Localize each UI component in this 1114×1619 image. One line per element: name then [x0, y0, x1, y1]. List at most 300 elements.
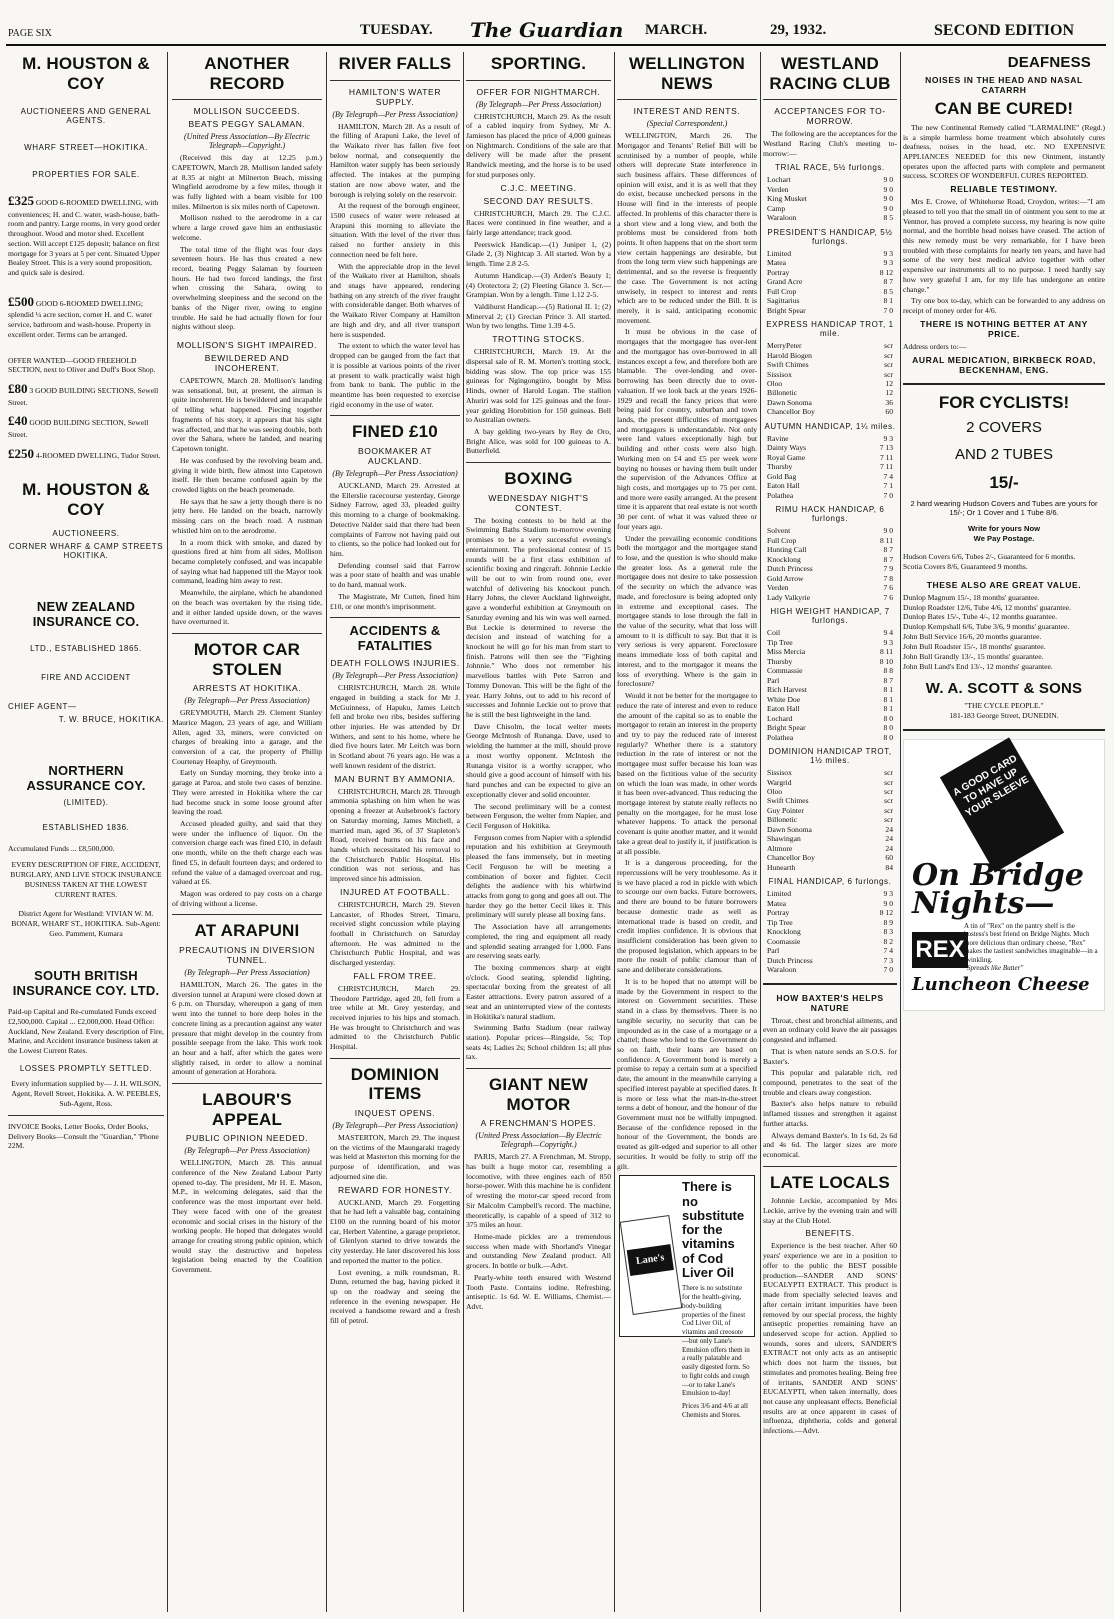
advert-body: There is no substitute for the health-giving, body-building properties of the finest Cod Liver Oil, of vitamins and creosote—but only Lane's Emulsion offers them in a really palatable and easily digested form. So to fight colds and cough—or to take Lane's Emulsion to-day!: [682, 1284, 750, 1398]
runner-row: [763, 443, 897, 452]
runner-weight: 8 12: [879, 908, 893, 918]
runner-name: Eaton Hall: [767, 704, 800, 714]
column-sporting: [466, 50, 611, 1615]
article-paragraph: CHRISTCHURCH, March 19. At the dispersal sale of R. M. Morten's trotting stock, bidding was slow. The top price was 155 guineas for Ngingongiiro, bought by Miss Hinds, owner of Harold Logan. The stallion Ahuriri was sold for 125 guineas and the four-year gelding Horobition for 150 guineas. Bell to Australian owners.: [466, 347, 611, 425]
article-paragraph: Lost evening, a milk roundsman, R. Dunn, returned the bag, having picked it up on the roadway and seeing the reference in the evening newspaper. He received a handsome reward and a fresh fill of petrol.: [330, 1267, 460, 1326]
runner-row: [763, 768, 897, 777]
cyclists-list-item: John Bull Roadster 15/-, 18 months' guarantee.: [903, 642, 1046, 652]
cyclists-postage: We Pay Postage.: [973, 534, 1035, 544]
runner-row: [763, 574, 897, 583]
runner-weight: 7 0: [883, 965, 893, 975]
runner-weight: 9 3: [883, 889, 893, 899]
insurance-heading: NORTHERN ASSURANCE COY.: [26, 763, 146, 794]
cyclists-list-item: Dunlop Magnum 15/-, 18 months' guarantee.: [903, 592, 1040, 602]
runner-weight: 60: [885, 853, 893, 863]
runner-name: Hunting Call: [767, 545, 807, 555]
runner-weight: 8 1: [883, 694, 893, 704]
subheading: PRECAUTIONS IN DIVERSION TUNNEL.: [179, 945, 315, 966]
article-paragraph: Home-made pickles are a tremendous success when made with Shorland's Vinegar and outstanding New Zealand product. All grocers. In bottle or bulk.—Advt.: [466, 1232, 611, 1271]
runner-name: Parl: [767, 946, 780, 956]
runner-row: [763, 695, 897, 704]
runner-name: Oloo: [767, 786, 783, 796]
article-paragraph: CHRISTCHURCH, March 28. Through ammonia splashing on him when he was opening a freezer at Aulsebrook's factory on Saturday morning, James Mitchell, a married man, aged 36, of 37 Stapleton's Road, received burns on his face and hands which necessitated his removal to the Christchurch Public Hospital. His condition was not serious, and has improved since his admission.: [330, 786, 460, 884]
article-paragraph: Experience is the best teacher. After 60 years' experience we are in a position to offer to the public the BEST possible production—SANDER AND SONS' EUCALYPTI EXTRACT. This product is made from specially selected leaves and after certain irritant impurities have been removed by our special process, the highly antiseptic properties remaining have an undeserved scope for action. Applied to wounds, sores and ulcers, SANDER'S EXTRACT not only acts as an antiseptic which does not harm the tissues, but stimulates and promotes healing. Being free of irritants, SANDER AND SONS' EUCALYPTI, when taken internally, does not cause any unpleasant effects. Beneficial results are at once apparent in cases of influenza, diphtheria, colds and general infections.—Advt.: [763, 1241, 897, 1436]
runner-row: [763, 370, 897, 379]
runner-name: Limited: [767, 889, 792, 899]
article-paragraph: CAPETOWN, March 28. Mollison's landing was sensational, but, at present, the airman is quite incoherent. He is bewildered and incapable of telling what happened. Piecing together fragments of his story, it appears that his sight was affected, and that he was seeing double, both over the Sahara, where he landed, and nearing Capetown tonight.: [172, 376, 322, 454]
runner-name: Swift Chimes: [767, 360, 809, 370]
property-text: 4-ROOMED DWELLING, Tudor Street.: [35, 450, 161, 460]
runner-row: [763, 388, 897, 397]
divider: [466, 1068, 611, 1069]
runner-name: Camp: [767, 203, 786, 213]
runner-row: [763, 583, 897, 592]
runner-name: Sagittarius: [767, 296, 800, 306]
article-paragraph: AUCKLAND, March 29. Arrested at the Ellerslie racecourse yesterday, George Sidney Farrow, aged 33, pleaded guilty this morning to a charge of bookmaking. Detective Nalder said that there had been complaints of Farrow not having paid out to clients, so the police had looked out for him.: [330, 480, 460, 558]
runner-row: [763, 863, 897, 872]
insurance-agent-heading: CHIEF AGENT—: [8, 702, 77, 712]
runner-weight: 8 1: [883, 685, 893, 695]
runner-weight: scr: [884, 369, 893, 379]
divider: [763, 1166, 897, 1167]
article-paragraph: Dave Chisolm, the local welter meets George McIntosh of Runanga. Dave, used to wielding the hammer at the mill, should prove a most worthy opponent. McIntosh the Runanga visitor is a worthy scrapper, who should give a good account of himself with his hard punches and can be expected to give an exceptionally clever and solid encounter.: [466, 721, 611, 799]
headline: ACCIDENTS & FATALITIES: [349, 623, 441, 654]
runner-row: [763, 462, 897, 471]
article-paragraph: Valdihurst Handicap.—(5) Rational II. 1; (2) Minerval 2; (1) Grecian Prince 3. All started. Won by two lengths. Time 1.39 4-5.: [466, 302, 611, 331]
cyclists-advert: [903, 393, 1105, 544]
runner-weight: 9 0: [883, 194, 893, 204]
runner-row: [763, 685, 897, 694]
runner-name: Harold Biogen: [767, 350, 812, 360]
article-paragraph: The following are the acceptances for the Westland Racing Club's meeting to-morrow:—: [763, 129, 897, 158]
runner-row: [763, 676, 897, 685]
runner-weight: 36: [885, 397, 893, 407]
column-rule: [463, 52, 464, 1612]
runner-name: Bright Spear: [767, 305, 806, 315]
divider: [330, 80, 460, 81]
byline: (By Telegraph—Per Press Association): [332, 109, 458, 119]
runner-row: [763, 555, 897, 564]
properties-heading: PROPERTIES FOR SALE.: [32, 170, 140, 180]
article-paragraph: Would it not be better for the mortgagee to reduce the rate of interest and even to reduce the amount of the capital so as to enable the mortgagor to retain an interest in the property and try to pay the reduced rate of interest regularly? Whether there is a statutory reduction in the rate of interest or not the mortgagee must suffer because his loan was based on the fictitious value of the security on which the loan was made, in other words it has been over-advanced. Thus reducing the mortgage interest by statute really reflects no penalty on the mortgagee, for he must lose whatever happens. To attack the personal covenant is quite another matter, and it would take a great deal to justify it, if justification is at all possible.: [617, 691, 757, 856]
article-paragraph: Meanwhile, the airplane, which he abandoned on the beach was overtaken by the rising tide, and it either landed upside down, or the waves have overturned it.: [172, 588, 322, 627]
runner-name: Shawingan: [767, 834, 801, 844]
runner-weight: 7 4: [883, 471, 893, 481]
runner-name: Coomassie: [767, 936, 801, 946]
runner-row: [763, 360, 897, 369]
runner-weight: 8 8: [883, 666, 893, 676]
runner-row: [763, 899, 897, 908]
runner-name: Miss Mercia: [767, 647, 806, 657]
runner-name: Portray: [767, 908, 790, 918]
runner-row: [763, 965, 897, 974]
runner-weight: 8 1: [883, 704, 893, 714]
headline: GIANT NEW MOTOR: [488, 1075, 589, 1114]
runner-weight: 9 0: [883, 175, 893, 185]
cyclists-list-item: Dunlop Kempshall 6/6, Tube 3/6, 9 months' guarantee.: [903, 622, 1070, 632]
cyclists-also: THESE ALSO ARE GREAT VALUE.: [926, 579, 1082, 590]
runner-row: [763, 647, 897, 656]
runner-row: [763, 249, 897, 258]
runner-row: [763, 806, 897, 815]
runner-row: [763, 175, 897, 184]
article-paragraph: PARIS, March 27. A Frenchman, M. Stropp, has built a huge motor car, resembling a locomotive, with three engines each of 850 horse-power. With this machine he is confident of wresting the motor-car speed record from Sir Malcolm Campbell's record. The machine, theoretically, is capable of a speed of 312 to 375 miles an hour.: [466, 1152, 611, 1230]
runner-name: Thursby: [767, 462, 793, 472]
firm-address: WHARF STREET—HOKITIKA.: [24, 143, 148, 153]
firm-heading: M. HOUSTON & COY: [22, 480, 150, 519]
runner-name: Polathea: [767, 732, 794, 742]
cod-liver-oil-advert: [619, 1175, 755, 1419]
runner-name: Full Crop: [767, 535, 797, 545]
runner-weight: scr: [884, 350, 893, 360]
runner-weight: 9 3: [883, 637, 893, 647]
masthead: [0, 0, 1114, 44]
runner-weight: scr: [884, 341, 893, 351]
runner-weight: 8 9: [883, 917, 893, 927]
deafness-cure: CAN BE CURED!: [934, 99, 1074, 119]
runner-name: Commassie: [767, 666, 803, 676]
runner-row: [763, 351, 897, 360]
runner-name: Lady Valkyrie: [767, 592, 811, 602]
article-paragraph: With the appreciable drop in the level of the Waikato river at Hamilton, shoals and snags have appeared, rendering bathing on any stretch of the river fraught with considerable danger. Both wharves of the Waikato River Company at Hamilton are high and dry, and all river transport here is suspended.: [330, 261, 460, 339]
runner-weight: 7 11: [879, 462, 893, 472]
runner-row: [763, 491, 897, 500]
cyclists-list-item: John Bull Service 16/6, 20 months guarantee.: [903, 632, 1042, 642]
runner-row: [763, 927, 897, 936]
runner-row: [763, 536, 897, 545]
article-paragraph: It is a dangerous proceeding, for the repercussions will be very troublesome. As it is we have placed a rod in pickle with which to scourge our own backs. Future borrowers, and there are bound to be future borrowers because domestic trade as well as international trade is based on credit, and credit implies confidence. It is obvious that insufficient consideration has been given to the proposed legislation, which appears to be more the result of public clamour than of sane and deliberate considerations.: [617, 858, 757, 975]
article-paragraph: In a room thick with smoke, and dazed by questions fired at him from all sides, Mollison became completely confused, and was incapable of saying what had happened till the Mayor took command, leading him away to rest.: [172, 537, 322, 586]
playing-card-icon: A GOOD CARD TO HAVE UP YOUR SLEEVE: [940, 737, 1064, 872]
runner-row: [763, 666, 897, 675]
runner-row: [763, 889, 897, 898]
headline: WESTLAND RACING CLUB: [769, 54, 891, 93]
race-acceptances: [763, 163, 897, 974]
runner-name: MerryPeter: [767, 341, 802, 351]
byline: (By Telegraph—Per Press Association): [184, 968, 310, 978]
property-text: 3 GOOD BUILDING SECTIONS, Sewell Street.: [8, 385, 159, 407]
byline: (United Press Association—By Electric Telegraph—Copyright.): [475, 1131, 602, 1150]
cyclists-list-item: Dunlop Bates 15/-, Tube 4/-, 12 months guarantee.: [903, 612, 1057, 622]
runner-name: Guy Pointer: [767, 805, 804, 815]
runner-row: [763, 268, 897, 277]
headline: MOTOR CAR STOLEN: [193, 640, 301, 679]
divider: [903, 383, 1105, 385]
runner-weight: 9 4: [883, 628, 893, 638]
masthead-day: TUESDAY.: [360, 22, 433, 38]
scott-address: 181-183 George Street, DUNEDIN.: [949, 710, 1059, 720]
byline: (By Telegraph—Per Press Association): [184, 696, 310, 706]
runner-row: [763, 434, 897, 443]
runner-row: [763, 472, 897, 481]
runner-row: [763, 908, 897, 917]
runner-weight: 8 7: [883, 277, 893, 287]
address: AURAL MEDICATION, BIRKBECK ROAD, BECKENHAM, ENG.: [912, 354, 1096, 375]
race-name: FINAL HANDICAP, 6 furlongs.: [768, 877, 892, 887]
subheading: WEDNESDAY NIGHT'S CONTEST.: [488, 492, 589, 513]
runner-weight: 24: [885, 824, 893, 834]
emulsion-brand: Lane's: [627, 1244, 674, 1276]
property-text: OFFER WANTED—GOOD FREEHOLD SECTION, next to Oliver and Duff's Boot Shop.: [8, 355, 156, 375]
runner-weight: 8 12: [879, 267, 893, 277]
subheading: TROTTING STOCKS.: [492, 334, 585, 345]
runner-weight: 12: [885, 379, 893, 388]
runner-row: [763, 545, 897, 554]
insurance-description: EVERY DESCRIPTION OF FIRE, ACCIDENT, BURGLARY, AND LIVE STOCK INSURANCE BUSINESS TAKEN AT THE LOWEST CURRENT RATES.: [10, 859, 162, 899]
firm-heading: M. HOUSTON & COY: [22, 54, 150, 93]
insurance-type: FIRE AND ACCIDENT: [41, 673, 131, 683]
firm-address: CORNER WHARF & CAMP STREETS HOKITIKA.: [8, 542, 164, 561]
article-paragraph: The extent to which the water level has dropped can be gauged from the fact that it is possible at various points of the river at present to walk practically waist high from bank to bank. The public in the meantime has been requested to exercise rigid economy in the use of water.: [330, 341, 460, 409]
runner-weight: 7 4: [883, 946, 893, 956]
runner-weight: 8 5: [883, 213, 893, 223]
runner-weight: 9 0: [883, 203, 893, 213]
property-listing: [8, 294, 164, 340]
article-paragraph: It is to be hoped that no attempt will be made by the Government in respect to the interest on Government securities. These stand in a class by themselves. There is no tangible security, no security that can be impounded as in the case of a mortgage or a chattel; those who lend to the Government do so on faith, their loans are based on confidence. A Government bond is merely a promise to repay a certain sum at a specified date, the amount in the meanwhile carrying a specified interest payable at specified dates. It is more or less what the man-in-the-street terms a debt of honour, and the honour of the Government must not be wilfully impugned. Because of the confidence reposed in the honour of the Government, the bonds are treated as gilt-edged and superior to all other securities. It would be folly to strip off the gilt.: [617, 976, 757, 1171]
divider: [763, 99, 897, 100]
runner-name: Swift Chimes: [767, 796, 809, 806]
headline: WELLINGTON NEWS: [629, 54, 745, 93]
headline: HOW BAXTER'S HELPS NATURE: [776, 992, 884, 1013]
runner-weight: 8 10: [879, 656, 893, 666]
article-paragraph: The Magistrate, Mr Cutten, fined him £10, or one month's imprisonment.: [330, 591, 460, 611]
article-paragraph: WELLINGTON, March 28. This annual conference of the New Zealand Labour Party opened to-day. The president, Mr H. E. Mason, M.P., in welcoming delegates, said that the conference was the most important ever held. They were faced with one of the greatest economic and social crises in the history of the working people. He hoped that delegates would arrange for creating strong public opinion, which would stay the destructive and hopeless legislation being enacted by the Coalition Government.: [172, 1158, 322, 1275]
race-name: HIGH WEIGHT HANDICAP, 7 furlongs.: [770, 607, 890, 626]
byline: (Special Correspondent.): [646, 119, 728, 129]
article-paragraph: Always demand Baxter's. In 1s 6d, 2s 6d and 4s 6d. The larger sizes are more economical.: [763, 1130, 897, 1160]
cyclists-list-item: Dunlop Roadster 12/6, Tube 4/6, 12 months' guarantee.: [903, 602, 1071, 612]
runner-name: Dutch Princess: [767, 955, 813, 965]
subheading: INTEREST AND RENTS.: [633, 106, 741, 117]
divider: [330, 1058, 460, 1059]
property-listing: [8, 446, 164, 463]
headline: AT ARAPUNI: [194, 921, 300, 941]
runner-row: [763, 956, 897, 965]
runner-name: Sissisox: [767, 768, 792, 778]
runner-row: [763, 638, 897, 647]
article-paragraph: That is when nature sends an S.O.S. for Baxter's.: [763, 1046, 897, 1066]
article-paragraph: It must be obvious in the case of mortgages that the mortgagee has over-lent and the mortgagor has over-borrowed in all instances except a few, and therefore both are blamable. The over-lending and over-borrowing has been directly due to over-valuation. If we look back at the years 1926-1929 and recall the fancy prices that were being paid for country, suburban and town lands, the present difficulties of mortgagees and mortgagors is understandable. Not only were land values exceptionally high but building and other costs were also high. Working men on £4 and £5 per week were buying no houses or having them built under the supervision of the Advances Office at high costs, and mortgages up to 75 per cent. and more were easily arranged. At the present time it is apparent that real estate is not worth 30 per cent. of what it was valued three or four years ago.: [617, 327, 757, 531]
article-paragraph: CHRISTCHURCH, March 28. While engaged in building a stack for Mr J. McGuinness, of Hapuku, James Leitch fell and broke two ribs, besides suffering other injuries. He was attended by Dr Withers, and sent to his home, where he died five hours later. Mr Leitch was born in Scotland about 76 years ago. He was a well known resident of the district.: [330, 683, 460, 770]
subheading: A FRENCHMAN'S HOPES.: [480, 1118, 597, 1129]
runner-row: [763, 704, 897, 713]
article-paragraph: Throat, chest and bronchial ailments, and even an ordinary cold leave the air passages congested and inflamed.: [763, 1015, 897, 1045]
article-paragraph: Early on Sunday morning, they broke into a garage at Paroa, and stole two cases of benzine. They were arrested in Hokitika where the car had become stuck in some loose ground after leaving the road.: [172, 768, 322, 817]
subheading: FALL FROM TREE.: [353, 970, 437, 981]
headline: LABOUR'S APPEAL: [202, 1090, 292, 1129]
byline: (United Press Association—By Electric Telegraph—Copyright.): [184, 132, 310, 151]
subheading: DEATH FOLLOWS INJURIES.: [330, 658, 460, 669]
runner-weight: 9 0: [883, 526, 893, 536]
subheading: BOOKMAKER AT AUCKLAND.: [357, 445, 433, 466]
runner-name: Tip Tree: [767, 917, 793, 927]
runner-weight: 7 9: [883, 564, 893, 574]
runner-row: [763, 407, 897, 416]
masthead-edition: SECOND EDITION: [934, 22, 1075, 39]
subheading: HAMILTON'S WATER SUPPLY.: [348, 86, 442, 107]
runner-weight: 7 11: [879, 452, 893, 462]
headline: BOXING: [504, 469, 573, 489]
race-name: RIMU HACK HANDICAP, 6 furlongs.: [775, 505, 885, 524]
article-paragraph: Ferguson comes from Napier with a splendid reputation and his exhibition at Greymouth pleased the fans immensely, but in meeting Cecil Ferguson he will be meeting a combination of boxer and fighter. Cecil delights the audience with his whirlwind attacks from gong to gong and goes all out. The harder they go the better Cecil likes it. This preliminary will surely please all boxing fans.: [466, 832, 611, 920]
runner-name: Limited: [767, 248, 792, 258]
runner-row: [763, 787, 897, 796]
article-paragraph: Autumn Handicap.—(3) Arden's Beauty 1; (4) Orotectora 2; (2) Fleeting Glance 3. Scr.—Grampian. Won by a length. Time 1.12 2-5.: [466, 270, 611, 300]
rex-description: [964, 922, 1098, 973]
runner-name: Verden: [767, 583, 789, 593]
divider: [763, 983, 897, 985]
insurance-limited: (LIMITED).: [63, 798, 109, 808]
property-price: £500: [8, 293, 34, 309]
page-number: PAGE SIX: [8, 28, 52, 39]
runner-row: [763, 453, 897, 462]
runner-weight: 60: [885, 407, 893, 417]
cyclists-price-line: Hudson Covers 6/6, Tubes 2/-, Guaranteed for 6 months.: [903, 552, 1076, 562]
advert-price: Prices 3/6 and 4/6 at all Chemists and Stores.: [682, 1402, 748, 1419]
runner-name: Rich Harvest: [767, 685, 807, 695]
subheading: RELIABLE TESTIMONY.: [950, 184, 1058, 195]
runner-weight: scr: [884, 786, 893, 796]
runner-row: [763, 834, 897, 843]
article-paragraph: Defending counsel said that Farrow was a poor state of health and was unable to do hard, manual work.: [330, 560, 460, 590]
runner-name: Sissisox: [767, 369, 792, 379]
property-price: £325: [8, 193, 34, 209]
runner-row: [763, 796, 897, 805]
runner-row: [763, 628, 897, 637]
race-name: TRIAL RACE, 5½ furlongs.: [775, 163, 885, 173]
cyclists-list-item: John Bull Land's End 13/-, 12 months' guarantee.: [903, 661, 1053, 671]
runner-name: Lochart: [767, 175, 791, 185]
runner-row: [763, 296, 897, 305]
divider: [466, 462, 611, 463]
runner-row: [763, 825, 897, 834]
runner-row: [763, 204, 897, 213]
runner-weight: 8 11: [879, 647, 893, 657]
runner-name: Gold Arrow: [767, 573, 804, 583]
article-paragraph: CHRISTCHURCH, March 29. Theodore Partridge, aged 20, fell from a tree while at Mt. Grey yesterday, and received injuries to his hips and stomach. He was brought to Christchurch and was admitted to the Christchurch Public Hospital.: [330, 983, 460, 1052]
article-paragraph: Johnnie Leckie, accompanied by Mrs Leckie, arrive by the evening train and will stay at the Club Hotel.: [763, 1196, 897, 1225]
runner-weight: 9 3: [883, 248, 893, 258]
column-river: [330, 50, 460, 1615]
cyclists-price-line: Scotia Covers 8/6, Guaranteed 9 months.: [903, 561, 1028, 571]
column-rule: [900, 52, 901, 1612]
property-text: GOOD 6-ROOMED DWELLING; splendid ¼ acre section, corner H. and C. water service, bathroom and wash-house. Property in excellent order. Terms can be arranged.: [8, 298, 153, 339]
runner-row: [763, 526, 897, 535]
invoice-notice: INVOICE Books, Letter Books, Order Books, Delivery Books—Consult the "Guardian," 'Phone 22M.: [8, 1121, 159, 1151]
runner-name: Portray: [767, 267, 790, 277]
runner-weight: 84: [885, 862, 893, 872]
runner-row: [763, 341, 897, 350]
byline: (By Telegraph—Per Press Association): [332, 468, 458, 478]
advert-text: [682, 1180, 750, 1419]
insurance-losses: LOSSES PROMPTLY SETTLED.: [19, 1064, 153, 1074]
runner-row: [763, 853, 897, 862]
runner-name: Thursby: [767, 656, 793, 666]
runner-weight: 9 3: [883, 258, 893, 268]
cyclists-offer-tubes: AND 2 TUBES: [954, 445, 1054, 463]
deafness-subheading: NOISES IN THE HEAD AND NASAL CATARRH: [925, 75, 1083, 96]
insurance-established: LTD., ESTABLISHED 1865.: [30, 644, 142, 654]
runner-name: White Doe: [767, 694, 801, 704]
masthead-month: MARCH.: [645, 22, 708, 38]
runner-name: Parl: [767, 675, 780, 685]
masthead-rule: [6, 44, 1106, 46]
column-adverts: [903, 50, 1105, 1615]
article-paragraph: HAMILTON, March 26. The gates in the diversion tunnel at Arapuni were closed down at 6 p.m. on Thursday, whereupon a gang of men went into the tunnel to bore deep holes in the concrete lining as a precaution against any water pressure that might develop in the country from possible seepage from the lake. This work took an hour and a half, after which the gates were slightly raised, in order to allow a nominal amount of generation at Horahora.: [172, 980, 322, 1077]
article-paragraph: Swimming Baths Stadium (near railway station). Popular prices—Ringside, 5s; Top seats 4s; Ladies 2s; School children 1s; all plus tax.: [466, 1023, 611, 1062]
runner-row: [763, 723, 897, 732]
headline: FINED £10: [352, 422, 438, 442]
article-paragraph: CHRISTCHURCH, March 29. Steven Lancaster, of Rhodes Street, Timaru, received slight concussion while playing football in Christchurch on Saturday afternoon. He was admitted to the Christchurch Public Hospital, and was discharged yesterday.: [330, 899, 460, 968]
subheading: MOLLISON'S SIGHT IMPAIRED.: [176, 340, 318, 351]
runner-weight: 9 0: [883, 184, 893, 194]
subheading: ACCEPTANCES FOR TO-MORROW.: [774, 106, 886, 127]
race-name: AUTUMN HANDICAP, 1¼ miles.: [764, 421, 896, 431]
runner-weight: 8 7: [883, 545, 893, 555]
runner-row: [763, 815, 897, 824]
race-name: PRESIDENT'S HANDICAP, 5½ furlongs.: [767, 227, 893, 246]
headline: RIVER FALLS: [338, 54, 452, 73]
runner-row: [763, 306, 897, 315]
address-heading: Address orders to:—: [903, 341, 967, 351]
divider: [617, 99, 757, 100]
runner-weight: scr: [884, 805, 893, 815]
runner-weight: 8 0: [883, 723, 893, 733]
column-record: [172, 50, 322, 1615]
runner-name: Solvent: [767, 526, 791, 536]
runner-name: Eaton Hall: [767, 481, 800, 491]
runner-weight: 8 2: [883, 936, 893, 946]
runner-row: [763, 258, 897, 267]
runner-weight: 7 13: [879, 443, 893, 453]
subheading: C.J.C. MEETING.: [500, 182, 577, 193]
article-paragraph: Baxter's also helps nature to rebuild inflamed tissues and strengthen it against further attacks.: [763, 1099, 897, 1128]
masthead-title: The Guardian: [470, 18, 624, 42]
byline: (By Telegraph—Per Press Association): [184, 1146, 310, 1156]
runner-name: Bright Spear: [767, 723, 806, 733]
runner-row: [763, 185, 897, 194]
subheading: INQUEST OPENS.: [354, 1107, 436, 1118]
subheading: OFFER FOR NIGHTMARCH.: [476, 86, 601, 97]
masthead-date: 29, 1932.: [770, 22, 827, 38]
article-paragraph: Accused pleaded guilty, and said that they were under the influence of liquor. On the conversion charge each was fined £10, in default one month, while on the theft charge each was fined £5, in default fourteen days; and ordered to refund the value of a damaged overcoat and rug, valued at £6.: [172, 819, 322, 887]
runner-name: Ravine: [767, 433, 789, 443]
article-paragraph: A bay gelding two-years by Rey de Oro, Bright Alice, was sold for 100 guineas to A. Butterfield.: [466, 426, 611, 456]
subheading: THERE IS NOTHING BETTER AT ANY PRICE.: [920, 318, 1088, 339]
runner-weight: 8 0: [883, 713, 893, 723]
runner-name: Waraloon: [767, 213, 797, 223]
runner-name: Dawn Sonoma: [767, 824, 812, 834]
runner-name: Billonetic: [767, 815, 797, 825]
property-listing: [8, 381, 164, 407]
runner-weight: 7 6: [883, 592, 893, 602]
property-price: £250: [8, 445, 34, 461]
runner-name: Billonetic: [767, 388, 797, 398]
article-paragraph: Pearly-white teeth ensured with Westend Tooth Paste. Contains iodine. Refreshing, antiseptic. 1s 6d. W. E. Williams, Chemist.—Advt.: [466, 1272, 611, 1312]
divider: [172, 914, 322, 915]
runner-weight: 8 3: [883, 927, 893, 937]
article-paragraph: WELLINGTON, March 26. The Mortgagor and Tenants' Relief Bill will be scrutinised by a number of people, while others will deprecate State interference in such business affairs. These differences of opinion will exist, and it is as well that they do exist, because unchecked persons in the House will find in the interests of people affected. In problems of this character there is a short view and a long view, and both the problems must be considered from both points. It often happens that on the short term view certain happenings are desirable, but from the long term view such happenings are detrimental, and so the reverse is frequently the case. The Government is not acting unwisely, in respect to interest and rents which are to be reduced under the Bill. It is merely, it is said, anticipating economic movement.: [617, 131, 757, 325]
cyclists-offer-covers: 2 COVERS: [966, 418, 1042, 436]
property-price: £80: [8, 380, 28, 396]
property-text: GOOD 6-ROOMED DWELLING, with conveniences; H. and C. water, wash-house, bath-room and pantry. Large rooms, in very good order throughout. Wood and motor shed. Excellent section. Will accept £125 deposit; balance on first mortgage for 3 years at 5 per cent. Situated Upper Bealey Street. This is a very sound proposition, and quick sale is desired.: [8, 198, 161, 278]
insurance-established: ESTABLISHED 1836.: [42, 823, 130, 833]
rex-brand: REX: [912, 932, 968, 968]
subheading: MAN BURNT BY AMMONIA.: [334, 773, 456, 784]
firm-subheading: AUCTIONEERS.: [52, 529, 120, 539]
runner-row: [763, 778, 897, 787]
article-paragraph: Under the prevailing economic conditions both the mortgagor and the mortgagee stand to lose, and the question is who should make the greater loss. As a general rule the mortgagee does not desire to take possession of the security on which the advance was made, and foreclosure is being adopted only in extreme and exceptional cases. The mortgagee stands to lose through the fall in the value of the security, what that loss will amount to it is difficult to say. But that it is very serious is very apparent. Foreclosure means immediate loss of both capital and interest, and to the mortgagor it means the loss of everything. Where is the gain in foreclosure?: [617, 533, 757, 689]
